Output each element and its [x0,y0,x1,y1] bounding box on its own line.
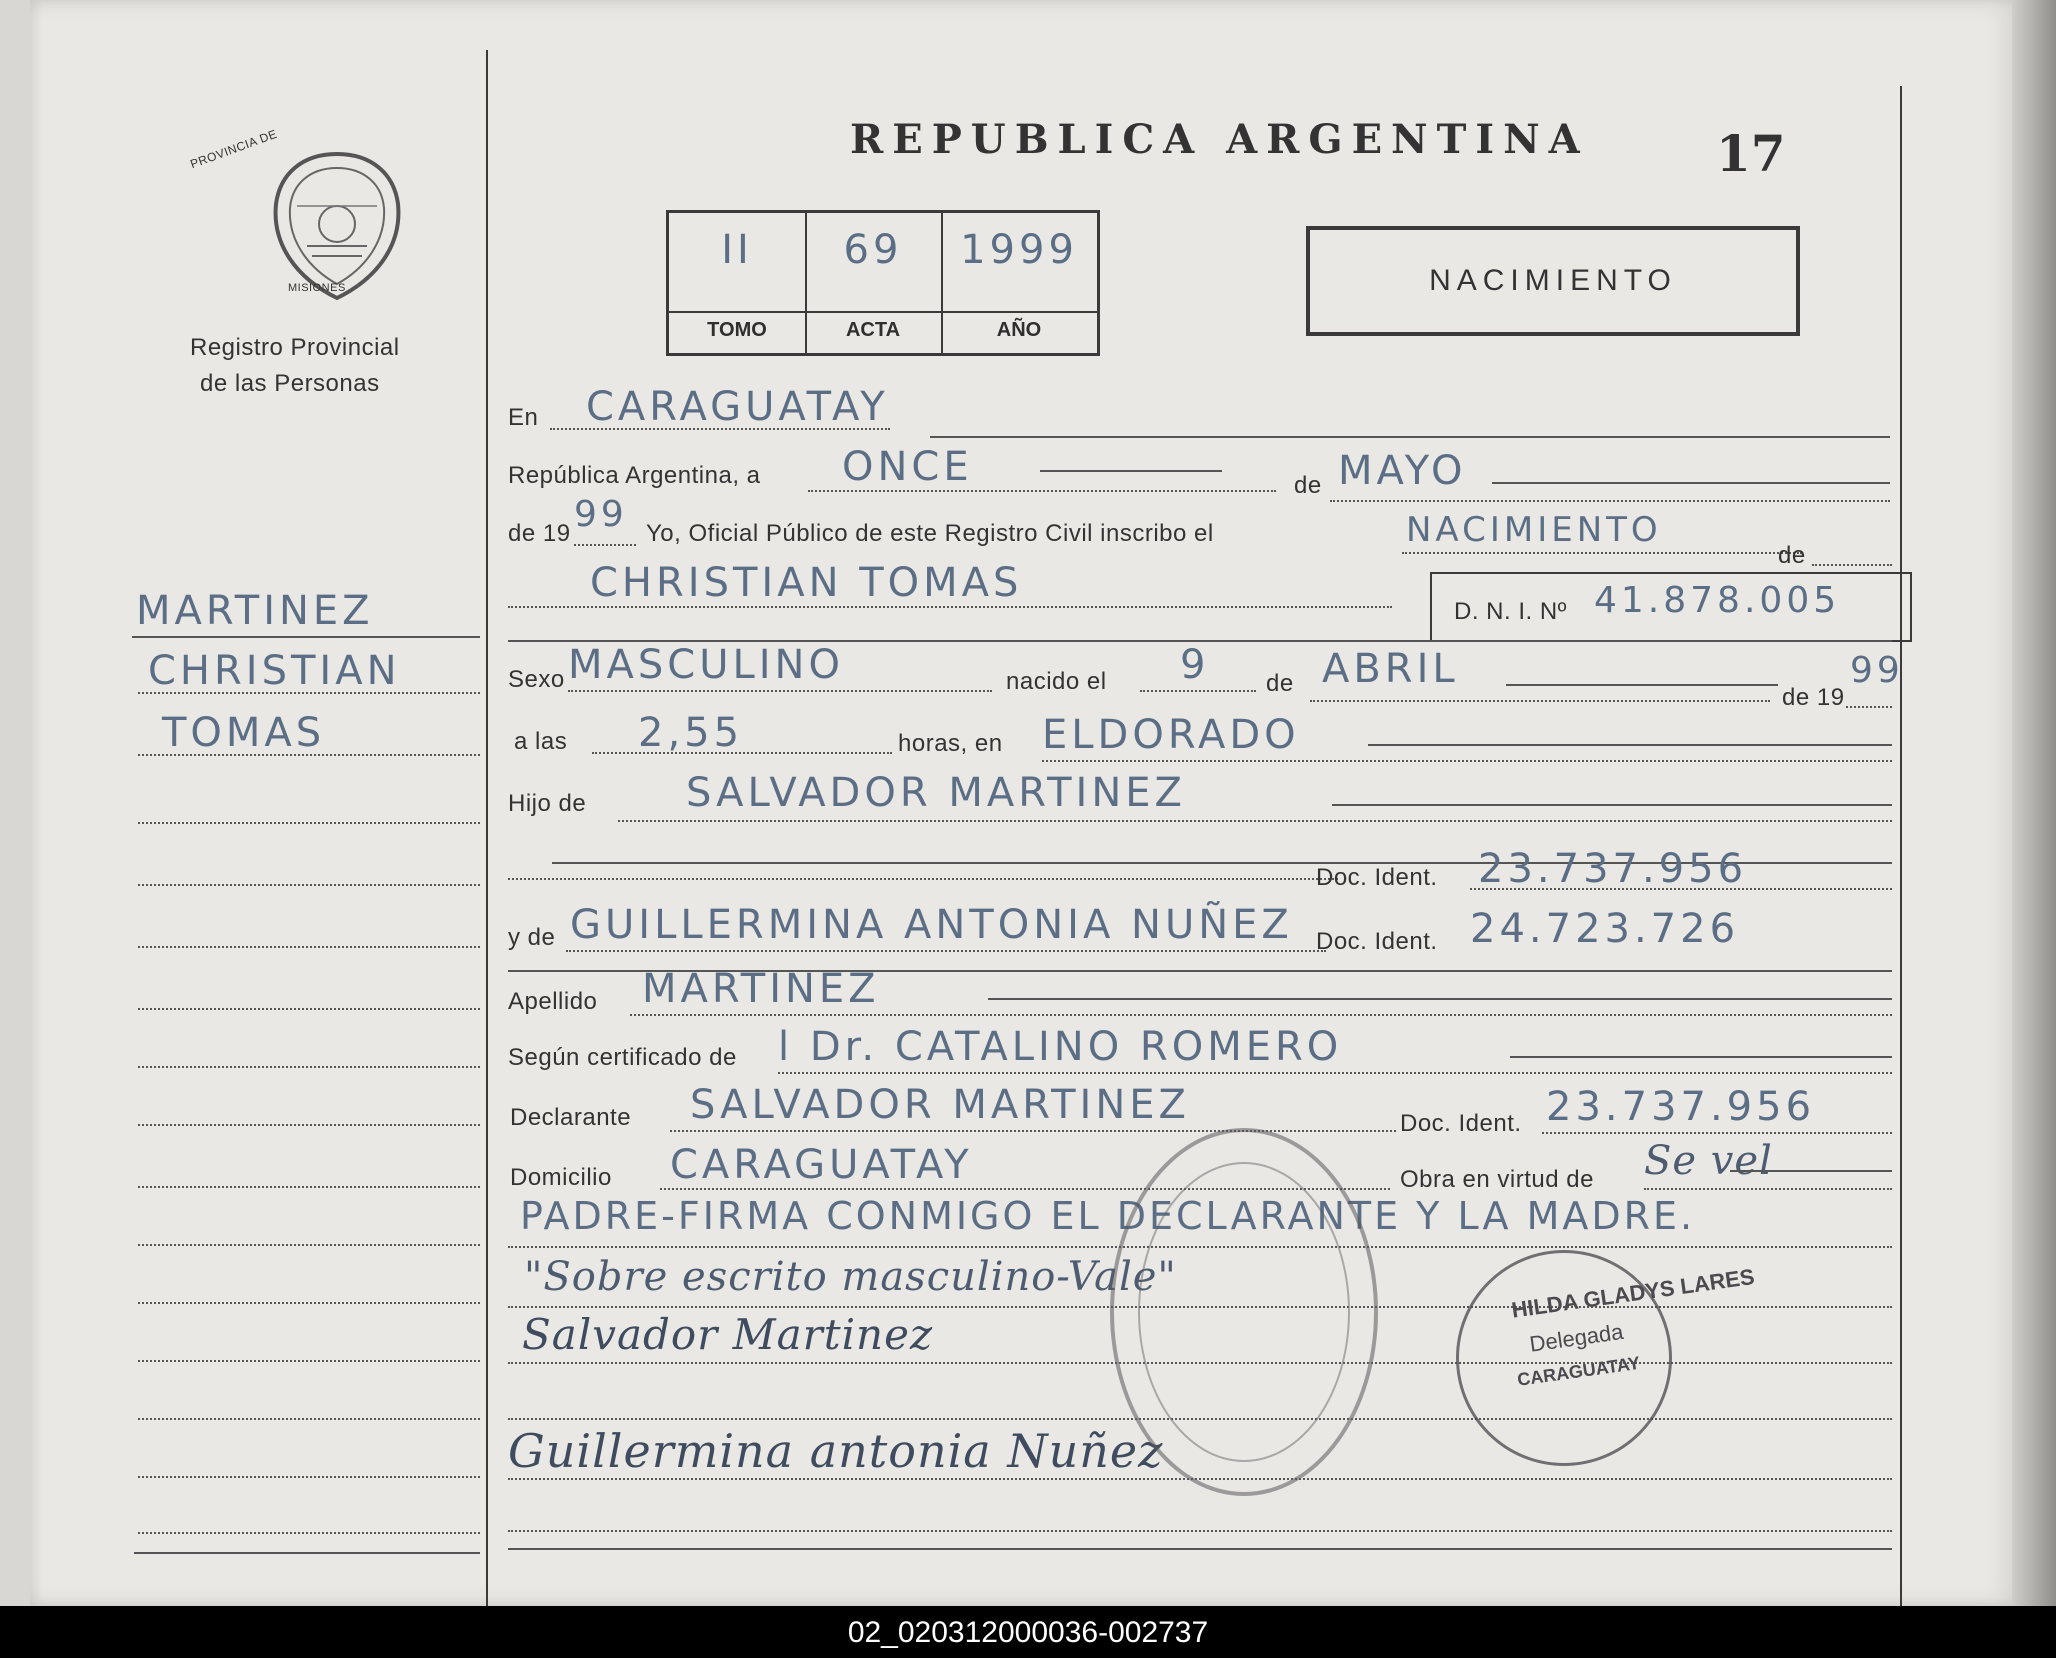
birth-year-value: 99 [1850,650,1904,691]
declarante-value: SALVADOR MARTINEZ [690,1082,1190,1128]
observation-line1: PADRE-FIRMA CONMIGO EL DECLARANTE Y LA MADRE. [520,1194,1696,1238]
margin-rule [138,822,480,824]
obra-value: Se vel [1644,1138,1773,1184]
stamp-locality: CARAGUATAY [1516,1352,1642,1390]
field-rule [618,820,1892,822]
field-rule [1506,684,1778,686]
yo-label: Yo, Oficial Público de este Registro Civil inscribo el [646,520,1214,547]
sexo-value: MASCULINO [568,642,844,688]
stamp-official-name: HILDA GLADYS LARES [1510,1263,1756,1323]
field-rule [592,752,892,754]
field-rule [508,1530,1892,1532]
margin-rule [138,1008,480,1010]
field-rule [1330,500,1890,502]
inscribo-value: NACIMIENTO [1406,510,1662,550]
margin-rule [138,754,480,756]
observation-line2: "Sobre escrito masculino-Vale" [524,1254,1177,1300]
record-type-box [1306,226,1800,336]
margin-rule [138,1066,480,1068]
obra-label: Obra en virtud de [1400,1166,1594,1193]
dni-box [1430,572,1912,642]
margin-rule [138,884,480,886]
field-rule [630,1014,1892,1016]
margin-rule [138,1532,480,1534]
de3-label: de [1266,670,1294,697]
margin-divider [486,50,488,1606]
day-value: ONCE [842,444,973,490]
margin-rule [138,1418,480,1420]
mother-signature: Guillermina antonia Nuñez [508,1424,1164,1478]
field-rule [508,878,1338,880]
field-rule [1644,1188,1892,1190]
acta-label: ACTA [805,311,941,355]
crest-text-bottom: MISIONES [288,282,346,294]
segun-label: Según certificado de [508,1044,737,1071]
apellido-label: Apellido [508,988,598,1015]
margin-rule [138,1124,480,1126]
registry-name-line2: de las Personas [200,370,380,397]
field-rule [930,436,1890,438]
field-rule [508,1548,1892,1550]
field-rule [670,1130,1396,1132]
official-seal [1110,1128,1378,1496]
field-rule [1332,804,1892,806]
de2-label: de [1778,542,1806,569]
field-rule [778,1072,1892,1074]
mother-value: GUILLERMINA ANTONIA NUÑEZ [570,902,1293,948]
field-rule [1492,482,1890,484]
alas-label: a las [514,728,568,755]
margin-rule [138,1186,480,1188]
margin-rule [138,1360,480,1362]
de-label: de [1294,472,1322,499]
margin-rule [132,636,480,638]
field-rule [1470,888,1892,890]
field-rule [508,606,1392,608]
declarante-doc-value: 23.737.956 [1546,1084,1816,1130]
country-title: REPUBLICA ARGENTINA [850,116,1589,163]
book-edge [2012,0,2056,1606]
field-rule [1368,744,1892,746]
registry-box [666,210,1100,356]
month-value: MAYO [1338,448,1467,494]
stamp-official-title: Delegada [1528,1318,1625,1357]
field-rule [568,690,992,692]
margin-rule [138,1244,480,1246]
field-rule [1042,760,1892,762]
apellido-value: MARTINEZ [642,966,880,1012]
declarante-label: Declarante [510,1104,632,1131]
certificate-page [30,0,2025,1606]
margin-name-line3: TOMAS [162,710,326,756]
ano-cell [941,213,1097,353]
dni-value: 41.878.005 [1594,580,1841,621]
declarante-doc-label: Doc. Ident. [1400,1110,1522,1137]
margin-rule [138,692,480,694]
segun-value: l Dr. CATALINO ROMERO [778,1024,1343,1070]
ano-value: 1999 [960,227,1078,273]
de19-label: de 19 [508,520,571,547]
field-rule [1812,564,1892,566]
father-signature: Salvador Martinez [522,1310,934,1359]
left-page-edge [0,0,30,1606]
field-rule [566,950,1326,952]
field-rule [1846,706,1892,708]
field-rule [1402,552,1802,554]
birth-month-value: ABRIL [1322,646,1459,692]
father-value: SALVADOR MARTINEZ [686,770,1186,816]
ano-label: AÑO [941,311,1097,355]
child-name-value: CHRISTIAN TOMAS [590,560,1023,606]
hour-value: 2,55 [638,710,744,756]
hijo-label: Hijo de [508,790,587,817]
acta-value: 69 [843,227,903,273]
margin-name-line2: CHRISTIAN [148,648,401,694]
domicilio-label: Domicilio [510,1164,612,1191]
father-doc-value: 23.737.956 [1478,846,1748,892]
right-border [1900,86,1902,1606]
birth-day-value: 9 [1180,642,1210,688]
field-rule [1542,1132,1892,1134]
horas-label: horas, en [898,730,1003,757]
en-label: En [508,404,539,431]
republica-label: República Argentina, a [508,462,761,489]
margin-rule [138,946,480,948]
field-rule [574,544,636,546]
yde-label: y de [508,924,556,951]
margin-rule [138,1302,480,1304]
dni-label: D. N. I. Nº [1454,598,1567,625]
en-value: CARAGUATAY [586,384,889,430]
year-value: 99 [574,494,628,535]
margin-name-line1: MARTINEZ [136,588,374,634]
field-rule [1510,1056,1892,1058]
field-rule [1730,1170,1892,1172]
sexo-label: Sexo [508,666,565,693]
nacido-label: nacido el [1006,668,1107,695]
domicilio-value: CARAGUATAY [670,1142,973,1188]
image-caption-bar [0,1606,2056,1658]
record-type: NACIMIENTO [1429,264,1677,297]
mother-doc-value: 24.723.726 [1470,906,1740,952]
field-rule [1140,690,1256,692]
doc-label: Doc. Ident. [1316,864,1438,891]
tomo-cell [669,213,807,353]
mother-doc-label: Doc. Ident. [1316,928,1438,955]
tomo-value: II [721,227,753,273]
tomo-label: TOMO [669,311,805,355]
page-number: 17 [1716,124,1786,183]
margin-rule [134,1552,480,1554]
field-rule [808,490,1276,492]
de19b-label: de 19 [1782,684,1845,711]
field-rule [1040,470,1222,472]
margin-rule [138,1476,480,1478]
place-value: ELDORADO [1042,712,1300,758]
acta-cell [805,213,943,353]
field-rule [1310,700,1770,702]
registry-name-line1: Registro Provincial [190,334,400,361]
image-id: 02_020312000036-002737 [847,1616,1209,1649]
field-rule [988,998,1892,1000]
crest-text-top: PROVINCIA DE [188,126,279,172]
